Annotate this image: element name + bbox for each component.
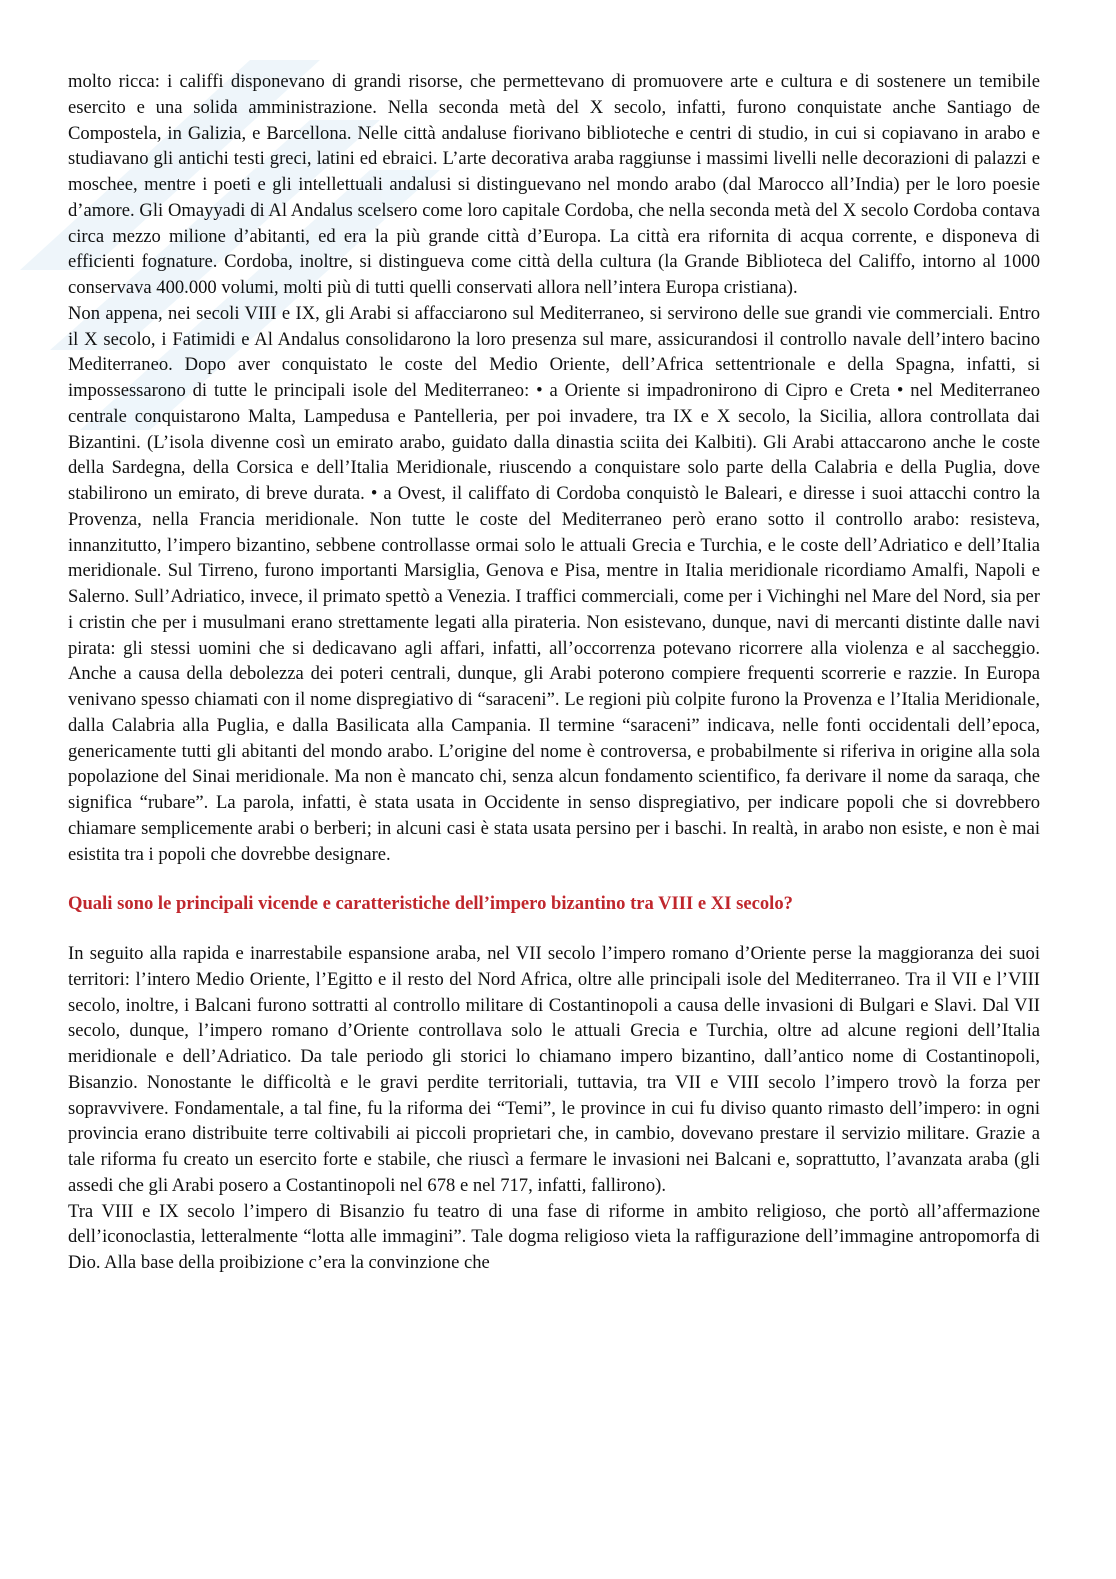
document-page (68, 69, 1040, 1276)
paragraph-iconoclastia: Tra VIII e IX secolo l’impero di Bisanzio fu teatro di una fase di riforme in ambito religioso, che portò all’affermazione dell’iconoclastia, letteralmente “lotta alle immagini”. Tale dogma religioso vieta la raffigurazione dell’immagine antropomorfa di Dio. Alla base della proibizione c’era la convinzione che (68, 1200, 1040, 1273)
section-heading: Quali sono le principali vicende e caratteristiche dell’impero bizantino tra VIII e XI secolo? (68, 893, 793, 915)
paragraph-mediterraneo: Non appena, nei secoli VIII e IX, gli Arabi si affacciarono sul Mediterraneo, si servirono delle sue grandi vie commerciali. Entro il X secolo, i Fatimidi e Al Andalus consolidarono la loro presenza sul mare, assicurandosi il controllo navale dell’intero bacino Mediterraneo. Dopo aver conquistato le coste del Medio Oriente, dell’Africa settentrionale e della Spagna, infatti, si impossessarono di tutte le principali isole del Mediterraneo: • a Oriente si impadronirono di Cipro e Creta • nel Mediterraneo centrale conquistarono Malta, Lampedusa e Pantelleria, per poi invadere, tra IX e X secolo, la Sicilia, allora controllata dai Bizantini. (L’isola divenne così un emirato arabo, guidato dalla dinastia sciita dei Kalbiti). Gli Arabi attaccarono anche le coste della Sardegna, della Corsica e dell’Italia Meridionale, riuscendo a conquistare solo parte della Calabria e della Puglia, dove stabilirono un emirato, di breve durata. • a Ovest, il califfato di Cordoba conquistò le Baleari, e diresse i suoi attacchi contro la Provenza, nella Francia meridionale. Non tutte le coste del Mediterraneo però erano sotto il controllo arabo: resisteva, innanzitutto, l’impero bizantino, sebbene controllasse ormai solo le attuali Grecia e Turchia, e le coste dell’Adriatico e dell’Italia meridionale. Sul Tirreno, furono importanti Marsiglia, Genova e Pisa, mentre in Italia meridionale ricordiamo Amalfi, Napoli e Salerno. Sull’Adriatico, invece, il primato spettò a Venezia. I traffici commerciali, come per i Vichinghi nel Mare del Nord, sia per i cristin che per i musulmani erano strettamente legati alla pirateria. Non esistevano, dunque, navi di mercanti distinte dalle navi pirata: gli stessi uomini che si dedicavano agli affari, infatti, all’occorrenza potevano ricorrere alla violenza e al saccheggio. Anche a causa della debolezza dei poteri centrali, dunque, gli Arabi poterono compiere frequenti scorrerie e razzie. In Europa venivano spesso chiamati con il nome dispregiativo di “saraceni”. Le regioni più colpite furono la Provenza e l’Italia Meridionale, dalla Calabria alla Puglia, e dalla Basilicata alla Campania. Il termine “saraceni” indicava, nelle fonti occidentali dell’epoca, genericamente tutti gli abitanti del mondo arabo. L’origine del nome è controversa, e probabilmente si riferiva in origine alla sola popolazione del Sinai meridionale. Ma non è mancato chi, senza alcun fondamento scientifico, fa derivare il nome da saraqa, che significa “rubare”. La parola, infatti, è stata usata in Occidente in senso dispregiativo, per indicare popoli che si dovrebbero chiamare semplicemente arabi o berberi; in alcuni casi è stata usata persino per i baschi. In realtà, in arabo non esiste, e non è mai esistita tra i popoli che dovrebbe designare. (68, 302, 1040, 865)
paragraph-cordoba: molto ricca: i califfi disponevano di grandi risorse, che permettevano di promuovere arte e cultura e di sostenere un temibile esercito e una solida amministrazione. Nella seconda metà del X secolo, infatti, furono conquistate anche Santiago de Compostela, in Galizia, e Barcellona. Nelle città andaluse fiorivano biblioteche e centri di studio, in cui si copiavano in arabo e studiavano gli antichi testi greci, latini ed ebraici. L’arte decorativa araba raggiunse i massimi livelli nelle decorazioni di palazzi e moschee, mentre i poeti e gli intellettuali andalusi si distinguevano nel mondo arabo (dal Marocco all’India) per le loro poesie d’amore. Gli Omayyadi di Al Andalus scelsero come loro capitale Cordoba, che nella seconda metà del X secolo Cordoba contava circa mezzo milione d’abitanti, ed era la più grande città d’Europa. La città era rifornita di acqua corrente, e disponeva di efficienti fognature. Cordoba, inoltre, si distingueva come città della cultura (la Grande Biblioteca del Califfo, intorno al 1000 conservava 400.000 volumi, molti più di tutti quelli conservati allora nell’intera Europa cristiana). (68, 71, 1040, 298)
paragraph-impero-bizantino: In seguito alla rapida e inarrestabile espansione araba, nel VII secolo l’impero romano d’Oriente perse la maggioranza dei suoi territori: l’intero Medio Oriente, l’Egitto e il resto del Nord Africa, oltre alle principali isole del Mediterraneo. Tra il VII e l’VIII secolo, inoltre, i Balcani furono sottratti al controllo militare di Costantinopoli a causa delle invasioni di Bulgari e Slavi. Dal VII secolo, dunque, l’impero romano d’Oriente controllava solo le attuali Grecia e Turchia, oltre ad alcune regioni dell’Italia meridionale e dell’Adriatico. Da tale periodo gli storici lo chiamano impero bizantino, dall’antico nome di Costantinopoli, Bisanzio. Nonostante le difficoltà e le gravi perdite territoriali, tuttavia, tra VII e VIII secolo l’impero trovò la forza per sopravvivere. Fondamentale, a tal fine, fu la riforma dei “Temi”, le province in cui fu diviso quanto rimasto dell’impero: in ogni provincia erano distribuite terre coltivabili ai piccoli proprietari che, in cambio, dovevano prestare il servizio militare. Grazie a tale riforma fu creato un esercito forte e stabile, che riuscì a fermare le invasioni nei Balcani e, soprattutto, l’avanzata araba (gli assedi che gli Arabi posero a Costantinopoli nel 678 e nel 717, infatti, fallirono). (68, 943, 1040, 1196)
